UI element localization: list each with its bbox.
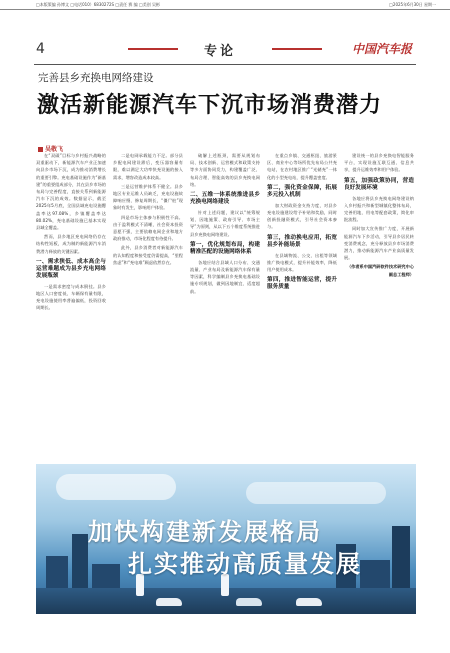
paragraph: 二是电网承载能力不足。部分县乡配电网建设滞后，变压器容量有限，难以满足大功率快充设施的接入需求，增容改造成本较高。 — [113, 153, 183, 180]
paragraph: 四是市场主体参与积极性不高。由于盈利模式不清晰，社会资本投资意愿不强，主要依赖电网企业和地方政府推动，市场化程度有待提升。 — [113, 214, 183, 242]
paragraph: 然而，县乡地区充电网络仍存在结构性短板，成为制约新能源汽车消费潜力释放的关键因素。 — [36, 234, 106, 254]
subheading: 第三，推动换电应用，拓宽县乡补能场景 — [267, 234, 337, 248]
newspaper-logo: 中国汽车报 — [352, 42, 413, 56]
paragraph: 针对上述问题，建议以“统筹规划、因地施策、政府引导、市场主导”为原则，从以下五个维度系统推进县乡充换电网络建设。 — [190, 210, 260, 237]
banner-slogan-1: 加快构建新发展格局 — [88, 518, 322, 546]
article-byline: 吴敬飞 — [38, 144, 63, 153]
paragraph: 各地应结合县域人口分布、交通流量、产业布局及新能源汽车保有量等因素，科学编制县乡充换电基础设施专项规划，做到因地制宜、适度超前。 — [190, 259, 260, 294]
article-column-3 — [190, 152, 260, 460]
car-icon — [156, 598, 182, 606]
page-number: 4 — [36, 41, 45, 57]
paragraph: 三是运营维护体系不健全。县乡地区专业运维人员缺乏，充电设施故障响应慢、修复周期长，“僵尸桩”现象时有发生，影响用户体验。 — [113, 183, 183, 211]
paragraph: 在县域物流、公交、出租等领域推广换电模式，提升补能效率，降低用户使用成本。 — [267, 252, 337, 273]
page-header — [0, 36, 450, 66]
author-note: （作者系中国汽研软件技术研究中心副总工程师） — [346, 264, 414, 277]
editor-info: □本版策编 孙博文 □电话010）6830272S □责任 赛 编 □美创 吴彬 — [36, 2, 161, 7]
paragraph: 加大财政资金支持力度，对县乡充电设施建设给予补贴和奖励，同时创新投融资模式，引导社会资本参与。 — [267, 202, 337, 230]
paragraph: 破解上述瓶颈，需要从规划布局、技术创新、运营模式和政策支持等多方面协同发力，构建覆盖广泛、布局合理、智能高效的县乡充换电网络。 — [190, 153, 260, 187]
car-icon — [236, 598, 262, 606]
banner-slogan-2: 扎实推动高质量发展 — [128, 550, 362, 578]
article-headline: 激活新能源汽车下沉市场消费潜力 — [37, 92, 383, 118]
section-rule-right — [272, 48, 322, 50]
subheading: 第四，推进智能运营，提升服务质量 — [267, 277, 337, 291]
cloud-decoration — [246, 482, 386, 504]
article-column-2 — [113, 152, 183, 460]
article-body — [36, 152, 416, 460]
article-column-5 — [344, 152, 414, 460]
subheading: 第二，强化资金保障，拓展多元投入机制 — [267, 184, 337, 198]
article-column-1 — [36, 152, 106, 460]
paragraph: 同时加大宣传推广力度，开展新能源汽车下乡活动，引导县乡居民转变消费观念，充分释放县乡市场消费潜力，推动新能源汽车产业高质量发展。 — [344, 226, 414, 261]
cloud-decoration — [56, 474, 176, 500]
section-title: 专论 — [203, 44, 236, 59]
car-icon — [296, 598, 322, 606]
paragraph: 建设统一的县乡充换电智能服务平台，实现设施互联互通、信息共享，提升运维效率和用户体验。 — [344, 153, 414, 173]
subheading: 第五，加强政策协同，营造良好发展环境 — [344, 177, 414, 191]
top-info-bar — [0, 0, 450, 10]
section-rule-left — [128, 48, 178, 50]
subheading: 一、需求狭低、成本高企与运营难题成为县乡充电网络发展瓶颈 — [36, 258, 106, 279]
header-divider — [34, 64, 416, 65]
paragraph: 在“双碳”目标与乡村振兴战略的双重驱动下，新能源汽车产业正加速向县乡市场下沉，成为推动消费增长的重要引擎。充电基础设施作为“新基建”的重要组成部分，其在县乡市场的布局与完善程度，直接关系到新能源汽车下沉的成效。数据显示，截至2025年5月底，全国县域充电设施覆盖率达97.08%，乡镇覆盖率达80.02%，充电基础设施已基本实现县域全覆盖。 — [36, 153, 106, 231]
paragraph: 在重点乡镇、交通枢纽、旅游景区、商业中心等场所优先布局公共充电站，在农村地区推广“光储充”一体化的小型充电站，提升覆盖密度。 — [267, 153, 337, 180]
article-column-4 — [267, 152, 337, 460]
article-kicker: 完善县乡充换电网络建设 — [38, 72, 154, 84]
subheading: 二、五维一体系统推进县乡充换电网络建设 — [190, 192, 260, 206]
paragraph: 一是需求密度与成本倒挂。县乡地区人口密度低、车辆保有量有限，充电设施使用率普遍偏低，投资回收周期长。 — [36, 283, 106, 311]
paragraph: 此外，县乡消费者对新能源汽车的认知程度和接受度仍需提高，“里程焦虑”和“充电难”顾虑依然存在。 — [113, 245, 183, 265]
paragraph: 各地应将县乡充换电网络建设纳入乡村振兴和新型城镇化整体布局，完善用地、用电等配套政策，简化审批流程。 — [344, 195, 414, 223]
subheading: 第一，优化规划布局，构建精准匹配的设施网络体系 — [190, 241, 260, 255]
slogan-banner — [36, 464, 416, 614]
issue-date: □2025年6月30日 星期一 — [389, 2, 436, 7]
